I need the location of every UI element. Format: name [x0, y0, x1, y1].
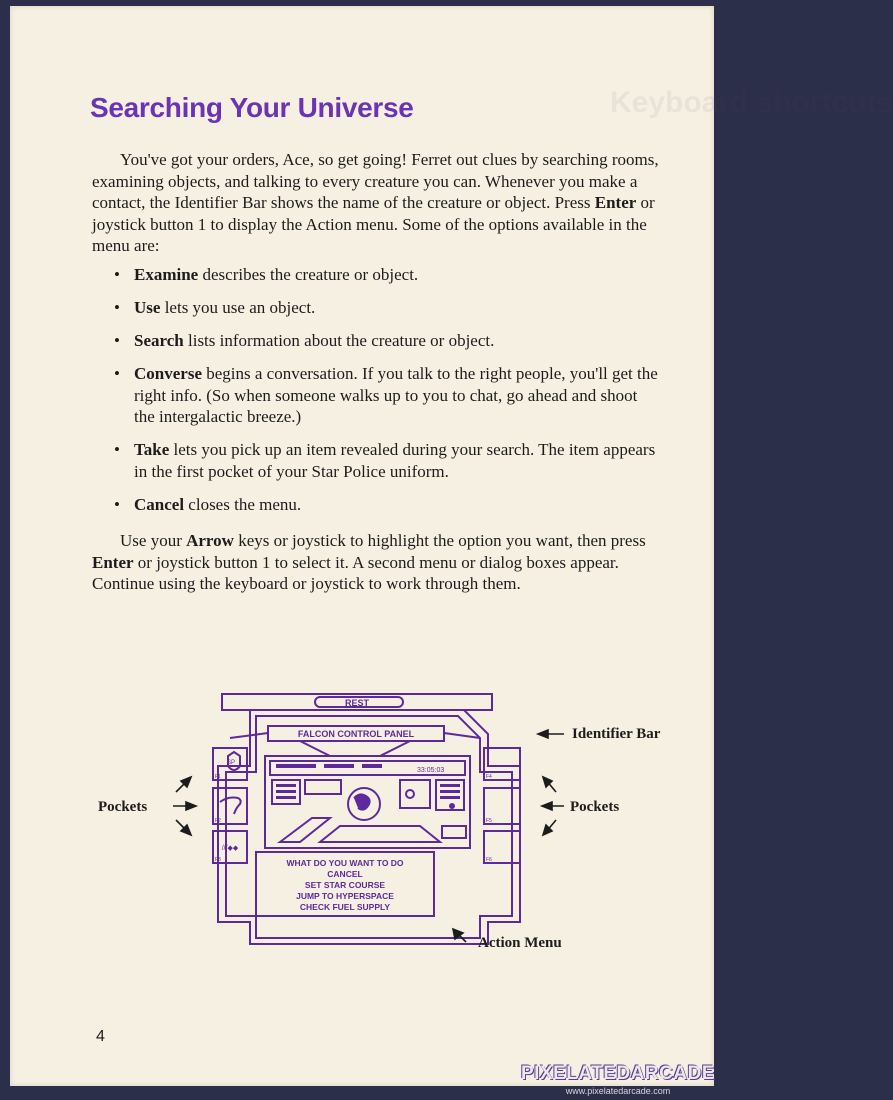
rest-label: REST [344, 698, 370, 708]
option-term: Cancel [134, 494, 185, 514]
console-key-row-6 [440, 796, 460, 799]
watermark [520, 1063, 716, 1096]
console-clock: 33:05:03 [417, 767, 445, 774]
outro-paragraph [92, 530, 662, 595]
option-term: Examine [134, 265, 199, 284]
intro-tail: or joystick button 1 to display the Action menu. Some of the options available in the menu are: [92, 193, 655, 255]
option-desc: lists information about the creature or object. [183, 331, 495, 350]
pocket-label-f4: F4 [486, 774, 492, 780]
option-desc: begins a conversation. If you talk to the right people, you'll get the right info. (So when someone walks up to you to chat, go ahead and shoot the intergalactic breeze.) [134, 364, 658, 426]
pocket-label-f1: F1 [215, 774, 221, 780]
bleed-through-heading: Keyboard shortcuts [610, 86, 893, 119]
arrow-identifier-bar [538, 730, 548, 738]
option-term: Take [134, 440, 170, 459]
planet-continent [354, 794, 370, 809]
intro-paragraph [92, 149, 662, 257]
outro-text-b: keys or joystick to highlight the option you want, then press [233, 531, 646, 550]
console-led-3 [362, 764, 382, 768]
console-key-row-3 [276, 796, 296, 799]
pocket-label-f2: F2 [215, 818, 221, 824]
outro-key-arrow: Arrow [186, 531, 234, 550]
console-slider [280, 818, 330, 842]
console-led-2 [324, 764, 354, 768]
callout-action-menu: Action Menu [478, 935, 562, 951]
list-item: • Cancel closes the menu. [114, 494, 302, 514]
console-gauge-icon [406, 790, 414, 798]
f3-icon-text: ///◆◆ [221, 845, 239, 852]
console-knob [449, 803, 455, 809]
console-readout [305, 780, 341, 794]
falcon-control-panel-diagram [80, 676, 680, 966]
option-desc: lets you use an object. [160, 298, 316, 317]
control-panel-label: FALCON CONTROL PANEL [297, 729, 415, 739]
watermark-logo: PIXELATEDARCADE [521, 1063, 715, 1084]
menu-item-check-fuel-supply: CHECK FUEL SUPPLY [299, 902, 391, 912]
pocket-label-f5: F5 [486, 818, 492, 824]
manual-page [10, 6, 893, 1086]
option-term: Use [134, 298, 161, 317]
watermark-url: www.pixelatedarcade.com [565, 1086, 671, 1096]
list-item: • Use lets you use an object. [114, 298, 316, 317]
option-term: Search [134, 331, 184, 350]
blaster-icon [220, 798, 241, 815]
option-desc: lets you pick up an item revealed during your search. The item appears in the first pocket of your Star Police uniform. [134, 440, 656, 481]
list-item: • Converse begins a conversation. If you talk to the right people, you'll get the right info. (So when someone walks up to you to chat, go ahead and shoot the intergalactic breeze.) [114, 364, 658, 426]
arrow-pockets-right-mid [542, 802, 552, 810]
console-key-row-1 [276, 784, 296, 787]
intro-key-enter: Enter [594, 193, 637, 212]
menu-item-cancel: CANCEL [327, 869, 363, 879]
option-desc: closes the menu. [184, 494, 302, 514]
outro-text-a: Use your [120, 531, 187, 550]
page-number: 4 [96, 1028, 105, 1045]
outro-key-enter: Enter [92, 552, 134, 572]
badge-text: SP [226, 760, 236, 766]
console-led-1 [276, 764, 316, 768]
menu-item-set-star-course: SET STAR COURSE [304, 880, 386, 890]
arrow-pockets-left-mid [186, 802, 196, 810]
intro-text: You've got your orders, Ace, so get going! Ferret out clues by searching rooms, examining objects, and talking to every creature you can. Whenever you make a contact, the Identifier Bar shows the name of the creature or object. Press [92, 150, 659, 212]
pocket-label-f6: F6 [486, 857, 492, 863]
page-title: Searching Your Universe [90, 92, 414, 123]
callout-identifier-bar: Identifier Bar [572, 726, 661, 742]
action-options-list [114, 264, 662, 527]
menu-prompt: WHAT DO YOU WANT TO DO [286, 858, 404, 868]
list-item: • Take lets you pick up an item revealed during your search. The item appears in the first pocket of your Star Police uniform. [114, 440, 656, 481]
list-item: • Examine describes the creature or object. [114, 265, 419, 284]
option-desc: describes the creature or object. [198, 265, 419, 284]
pocket-label-f3: F3 [215, 857, 221, 863]
menu-item-jump-to-hyperspace: JUMP TO HYPERSPACE [296, 891, 394, 901]
console-keyboard [320, 826, 440, 842]
console-key-row-4 [440, 784, 460, 787]
option-term: Converse [134, 364, 202, 383]
console-key-row-2 [276, 790, 296, 793]
outro-text-c: or joystick button 1 to select it. A second menu or dialog boxes appear. Continue using the keyboard or joystick to work through them. [92, 552, 619, 593]
console-key-row-5 [440, 790, 460, 793]
console-buttons [442, 826, 466, 838]
callout-pockets-left: Pockets [98, 799, 148, 815]
callout-pockets-right: Pockets [570, 799, 620, 815]
list-item: • Search lists information about the creature or object. [114, 331, 495, 350]
